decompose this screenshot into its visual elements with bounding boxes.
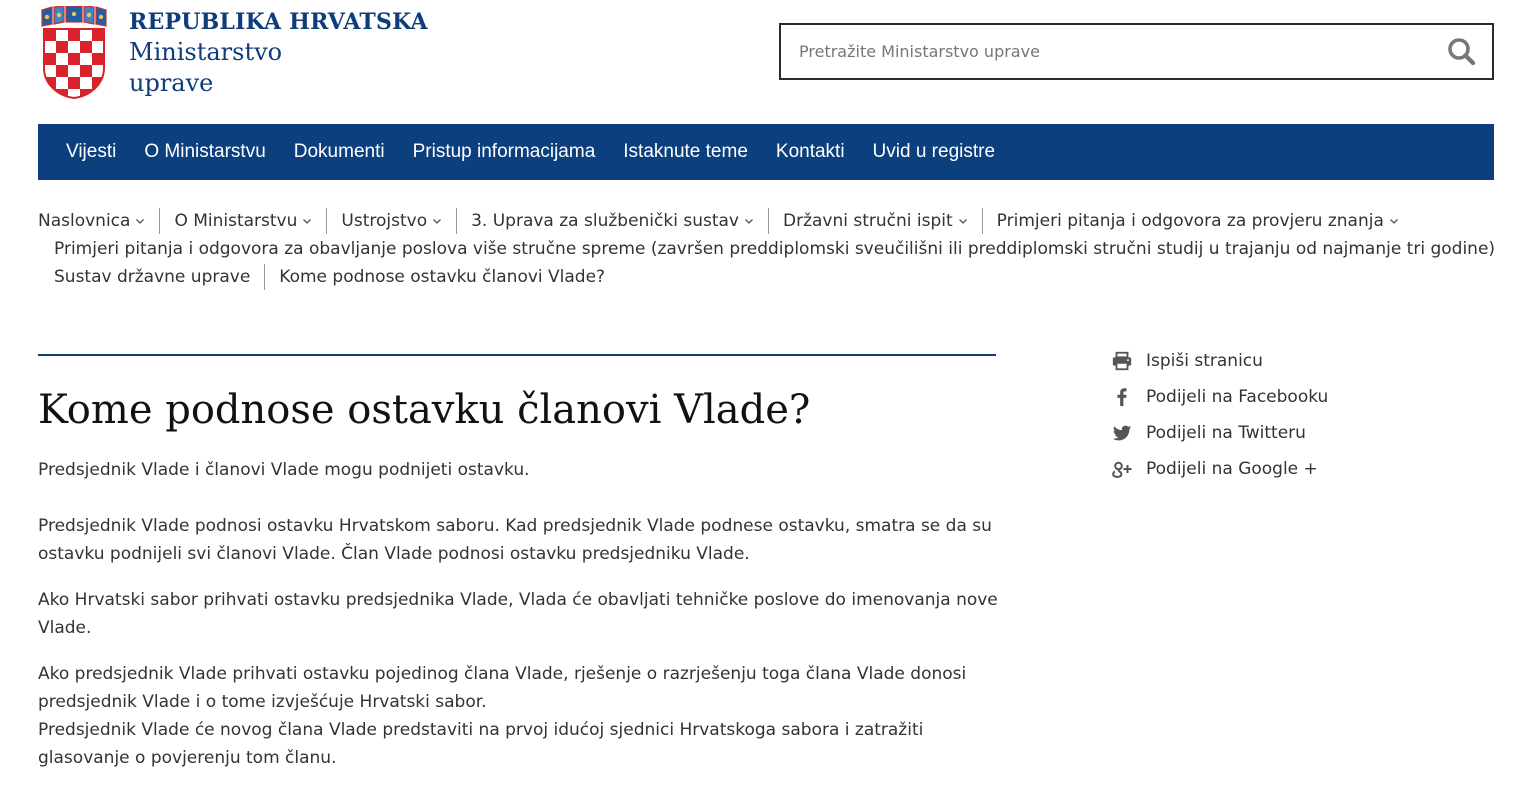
- share-twitter-label: Podijeli na Twitteru: [1146, 423, 1306, 443]
- shield-check: [80, 41, 92, 53]
- shield-check: [92, 53, 104, 65]
- google-plus-icon: [1110, 457, 1134, 481]
- breadcrumb-separator: [326, 208, 327, 234]
- chevron-down-icon: [302, 216, 312, 226]
- breadcrumb-separator: [159, 208, 160, 234]
- print-page-label: Ispiši stranicu: [1146, 351, 1263, 371]
- shield-check: [56, 41, 68, 53]
- breadcrumb-row-1: [38, 207, 1498, 235]
- breadcrumb-item-primjeri-vss[interactable]: Primjeri pitanja i odgovora za obavljanje poslova više stručne spreme (završen preddiplomski sveučilišni ili preddiplomski stručni studij u trajanju od najmanje tri godine): [54, 239, 1496, 259]
- shield-check: [68, 53, 80, 65]
- title-rule: [38, 354, 996, 356]
- search-input[interactable]: [781, 25, 1439, 78]
- chevron-down-icon: [958, 216, 968, 226]
- search-button[interactable]: [1444, 34, 1480, 70]
- nav-o-ministarstvu[interactable]: O Ministarstvu: [144, 141, 266, 162]
- breadcrumb-item-current: Kome podnose ostavku članovi Vlade?: [279, 267, 606, 287]
- article-paragraph: Ako Hrvatski sabor prihvati ostavku predsjednika Vlade, Vlada će obavljati tehničke poslove do imenovanja nove Vlade.: [38, 590, 998, 638]
- main-nav: [38, 124, 1494, 180]
- shield-check: [80, 65, 92, 77]
- search-box: [779, 23, 1494, 80]
- facebook-icon: [1110, 385, 1134, 409]
- breadcrumb-link[interactable]: Primjeri pitanja i odgovora za provjeru znanja: [996, 211, 1384, 231]
- breadcrumb-item-primjeri-pitanja[interactable]: [997, 207, 1399, 235]
- nav-kontakti[interactable]: Kontakti: [775, 141, 845, 162]
- breadcrumb-item-uprava[interactable]: [471, 207, 754, 235]
- shield-check: [68, 77, 80, 89]
- breadcrumb: [38, 207, 1498, 291]
- breadcrumb-link[interactable]: O Ministarstvu: [174, 211, 298, 231]
- page-title: Kome podnose ostavku članovi Vlade?: [38, 387, 811, 433]
- breadcrumb-item-sustav-drzavne-uprave[interactable]: Sustav državne uprave: [54, 267, 251, 287]
- breadcrumb-item-o-ministarstvu[interactable]: [174, 207, 312, 235]
- breadcrumb-row-3: [38, 263, 1498, 291]
- breadcrumb-row-2: [38, 235, 1498, 263]
- printer-icon: [1110, 349, 1134, 373]
- chevron-down-icon: [1389, 216, 1399, 226]
- article-paragraph: Predsjednik Vlade i članovi Vlade mogu podnijeti ostavku.: [38, 460, 530, 480]
- shield-check: [44, 53, 56, 65]
- breadcrumb-separator: [982, 208, 983, 234]
- search-icon: [1444, 34, 1480, 70]
- share-facebook-label: Podijeli na Facebooku: [1146, 387, 1329, 407]
- nav-vijesti[interactable]: Vijesti: [66, 141, 117, 162]
- breadcrumb-item-ustrojstvo[interactable]: [341, 207, 442, 235]
- breadcrumb-item-drzavni-strucni-ispit[interactable]: [783, 207, 968, 235]
- twitter-icon: [1110, 421, 1134, 445]
- coat-of-arms-logo: [38, 6, 110, 100]
- breadcrumb-link[interactable]: Naslovnica: [38, 211, 131, 231]
- brand-block: [129, 8, 428, 98]
- breadcrumb-separator: [456, 208, 457, 234]
- breadcrumb-item-naslovnica[interactable]: [38, 207, 145, 235]
- nav-pristup-informacijama[interactable]: Pristup informacijama: [412, 141, 596, 162]
- article-paragraph: Ako predsjednik Vlade prihvati ostavku pojedinog člana Vlade, rješenje o razrješenju toga člana Vlade donosi predsjednik Vlade i o tome izvješćuje Hrvatski sabor.: [38, 664, 967, 712]
- share-twitter-link[interactable]: [1110, 415, 1328, 451]
- share-tools: [1110, 343, 1328, 487]
- print-page-link[interactable]: [1110, 343, 1328, 379]
- nav-uvid-u-registre[interactable]: Uvid u registre: [872, 141, 996, 162]
- breadcrumb-separator: [768, 208, 769, 234]
- brand-ministry-line2: uprave: [129, 69, 214, 97]
- shield-check: [56, 65, 68, 77]
- brand-country: REPUBLIKA HRVATSKA: [129, 9, 428, 35]
- shield-check: [68, 29, 80, 41]
- chevron-down-icon: [432, 216, 442, 226]
- share-facebook-link[interactable]: [1110, 379, 1328, 415]
- chevron-down-icon: [135, 216, 145, 226]
- shield-check: [92, 29, 104, 41]
- article-paragraph: Predsjednik Vlade će novog člana Vlade predstaviti na prvoj idućoj sjednici Hrvatskoga sabora i zatražiti glasovanje o povjerenju tom članu.: [38, 720, 924, 768]
- logo-link[interactable]: [38, 6, 110, 104]
- chevron-down-icon: [744, 216, 754, 226]
- nav-istaknute-teme[interactable]: Istaknute teme: [623, 141, 748, 162]
- share-google-label: Podijeli na Google +: [1146, 459, 1318, 479]
- breadcrumb-link[interactable]: Ustrojstvo: [341, 211, 428, 231]
- breadcrumb-separator: [264, 264, 265, 290]
- breadcrumb-link[interactable]: Državni stručni ispit: [782, 211, 953, 231]
- article-paragraph: Predsjednik Vlade podnosi ostavku Hrvatskom saboru. Kad predsjednik Vlade podnese ostavku, smatra se da su ostavku podnijeli svi članovi Vlade. Član Vlade podnosi ostavku predsjedniku Vlade.: [38, 516, 992, 564]
- shield-check: [44, 29, 56, 41]
- breadcrumb-link[interactable]: 3. Uprava za službenički sustav: [471, 211, 739, 231]
- share-google-link[interactable]: [1110, 451, 1328, 487]
- brand-ministry-line1: Ministarstvo: [129, 38, 283, 66]
- nav-dokumenti[interactable]: Dokumenti: [293, 141, 385, 162]
- article-body: [38, 456, 998, 772]
